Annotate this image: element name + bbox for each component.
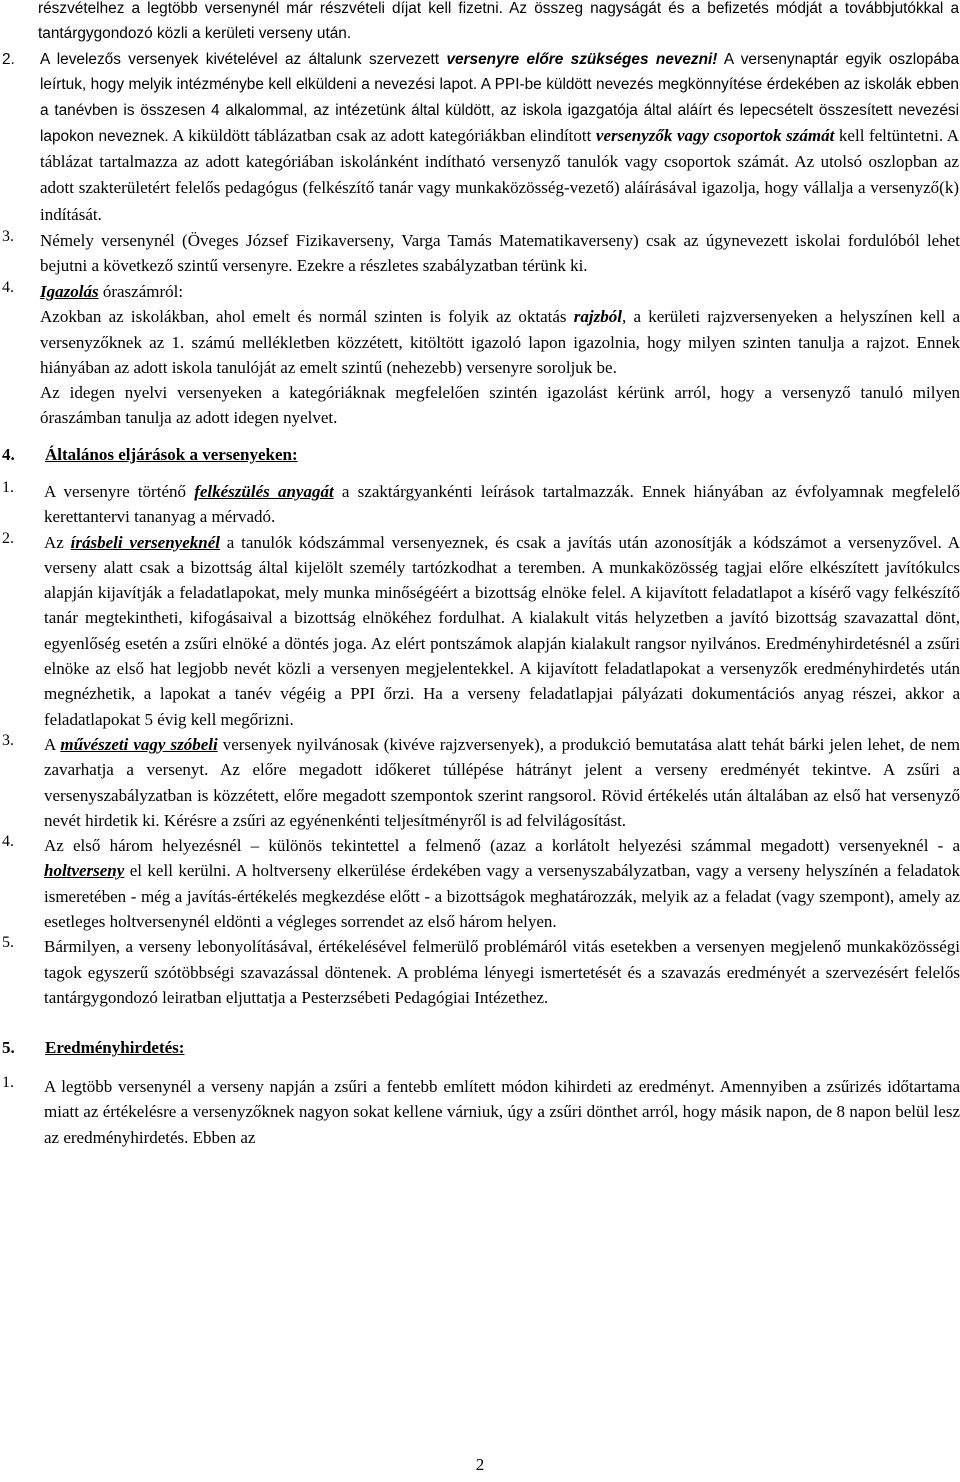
list-item <box>0 530 960 732</box>
section-number: 4. <box>2 445 15 464</box>
item-number: 3. <box>2 731 14 749</box>
item-text <box>44 833 960 934</box>
item-text: A legtöbb versenynél a verseny napján a zsűri a fentebb említett módon kihirdeti az eredményt. Amennyiben a zsűrizés időtartama miatt az értékelésre a versenyzőknek nagyon sokat kellene várniuk, úgy a zsűri dönthet arról, hogy másik napon, de 8 napon belül lesz az eredményhirdetés. Ebben az <box>44 1077 960 1147</box>
emphasis-text: felkészülés anyagát <box>194 482 334 501</box>
item-number: 2. <box>2 51 15 68</box>
section-5-list <box>0 1074 960 1150</box>
list-item <box>0 833 960 934</box>
section-4-heading-row <box>0 445 960 465</box>
section-number: 5. <box>2 1038 15 1057</box>
list-item <box>0 732 960 833</box>
item-text: Némely versenynél (Öveges József Fizikaverseny, Varga Tamás Matematikaverseny) csak az úgynevezett iskolai fordulóból lehet bejutni a következő szintű versenyre. Ezekre a részletes szabályzatban térünk ki. <box>40 231 960 276</box>
intro-text: részvételhez a legtöbb versenynél már részvételi díjat kell fizetni. Az összeg nagyságát és a befizetés módját a továbbjutókkal a tantárgygondozó közli a kerületi verseny után. <box>38 0 959 43</box>
intro-item-3 <box>0 228 960 279</box>
item-number: 1. <box>2 479 14 496</box>
item-text <box>44 530 960 732</box>
item-number: 3. <box>2 228 14 245</box>
section-title: Általános eljárások a versenyeken: <box>45 445 298 464</box>
list-item <box>0 934 960 1010</box>
emphasis-text: versenyre előre szükséges nevezni! <box>446 51 718 68</box>
item-number: 1. <box>2 1074 14 1091</box>
text-run: a tanulók kódszámmal versenyeznek, és csak a javítás után azonosítják a kódszámot a versenyzővel. A verseny alatt csak a bizottság által kijelölt személy tartózkodhat a teremben. A munkaközösség tagjai előre elkészített javítókulcs alapján kijavítják a feladatlapokat, mely munka minőségéért a bizottság elnöke felel. A kijavított feladatlapot a kísérő vagy felkészítő tanár megtekintheti, kifogásaival a bizottság elnökéhez fordulhat. A kialakult vitás helyzetben a javító bizottság szavazattal dönt, egyenlőség esetén a zsűri elnöké a döntés joga. Az elért pontszámok alapján kialakult rangsor nyilvános. Eredményhirdetésnél a zsűri elnöke az első hat legjobb nevét közli a versenyen megjelentekkel. A kijavított feladatlapokat a versenyzők eredményhirdetés után megnézhetik, a lapokat a tanév végéig a PPI őrzi. Ha a verseny feladatlapjai pályázati dokumentációs anyag részei, akkor a feladatlapokat 5 évig kell megőrizni. <box>44 532 960 729</box>
item-number: 5. <box>2 934 14 952</box>
emphasis-text: Igazolás <box>40 282 99 301</box>
text-run: A versenyre történő <box>44 482 195 501</box>
text-run: kell feltüntetni. A táblázat tartalmazza az adott kategóriában iskolánként indítható versenyző tanulók vagy csoportok számát. Az utolsó oszlopban az adott szakterületért felelős pedagógus (felkészítő tanár vagy munkaközösség-vezető) aláírásával igazolja, hogy vállalja a versenyző(k) indítását. <box>40 125 959 224</box>
item-number: 4. <box>2 279 14 296</box>
text-run: a szaktárgyankénti leírások tartalmazzák. Ennek hiányában az évfolyamnak megfelelő kerettantervi tananyag a mérvadó. <box>44 482 960 527</box>
list-item <box>0 1074 960 1150</box>
item-number: 4. <box>2 833 14 851</box>
text-run: Az <box>44 532 71 552</box>
page-number: 2 <box>475 1455 485 1474</box>
text-run: , a kerületi rajzversenyeken a helyszínen kell a versenyzőknek az 1. számú mellékletben közzétett, kitöltött igazoló lapon igazolnia, hogy milyen szinten tanulja a rajzot. Ennek hiányában az adott iskola tanulóját az emelt szintű (nehezebb) versenyre soroljuk be. <box>40 307 960 377</box>
emphasis-text: rajzból <box>573 307 622 327</box>
section-title: Eredményhirdetés: <box>45 1038 185 1057</box>
text-run: Az első három helyezésnél – különös tekintettel a felmenő (azaz a korlátolt helyezési számmal megadott) versenyeknél - a <box>44 836 960 856</box>
text-run: versenyek nyilvánosak (kivéve rajzversenyek), a produkció bemutatása alatt tehát bárki jelen lehet, de nem zavarhatja a versenyt. Az előre megadott időkeret túllépése hátrányt jelent a verseny eredményét tekintve. A zsűri a versenyszabályzatban is közzétett, előre megadott szempontok szerint rangsorol. Rövid értékelés után általában az első hat versenyző nevét hirdetik ki. Kérésre a zsűri az egyénenkénti teljesítményről is ad felvilágosítást. <box>44 734 960 830</box>
emphasis-text: művészeti vagy szóbeli <box>60 734 218 754</box>
item-text <box>40 47 959 228</box>
item-number: 2. <box>2 529 14 547</box>
text-run: A kiküldött táblázatban csak az adott kategóriákban elindított <box>168 125 596 145</box>
text-run: A <box>44 734 61 754</box>
emphasis-text: holtverseny <box>44 861 125 881</box>
emphasis-text: írásbeli versenyeknél <box>70 532 220 552</box>
section-4-list <box>0 479 960 1010</box>
intro-item-4 <box>0 279 960 431</box>
text-run: el kell kerülni. A holtverseny elkerülése érdekében vagy a versenyszabályzatban, vagy a verseny helyszínén a feladatok ismeretében - még a javítás-értékelés megkezdése előtt - a bizottságok meghatározzák, melyik az a feladat (vagy szempont), amely az esetleges holtversenynél eldönti a végleges sorrendet az első három helyen. <box>44 861 960 932</box>
item-text <box>44 732 960 833</box>
section-5-heading-row <box>0 1038 960 1058</box>
text-run: A versenynaptár egyik oszlopába leírtuk, hogy melyik intézménybe kell elküldeni a nevezési lapot. <box>40 51 960 94</box>
item-text <box>40 304 960 380</box>
item-text: Az idegen nyelvi versenyeken a kategóriáknak megfelelően szintén igazolást kérünk arról, hogy a versenyző tanuló milyen óraszámban tanulja az adott idegen nyelvet. <box>40 383 960 428</box>
item-text <box>44 479 960 530</box>
list-item <box>0 479 960 530</box>
text-run: Azokban az iskolákban, ahol emelt és normál szinten is folyik az oktatás <box>40 307 574 327</box>
item-text: Bármilyen, a verseny lebonyolításával, értékelésével felmerülő problémáról vitás esetekben a versenyen megjelenő munkaközösségi tagok egyszerű szótöbbségi szavazással döntenek. A probléma lényegi ismertetését és a szavazás eredményét a szervezésért felelős tantárgygondozó leiratban eljuttatja a Pesterzsébeti Pedagógiai Intézethez. <box>44 937 960 1007</box>
emphasis-text: versenyzők vagy csoportok számát <box>595 125 835 145</box>
intro-paragraph <box>0 0 960 47</box>
text-run: A levelezős versenyek kivételével az általunk szervezett <box>40 51 447 68</box>
text-run: A PPI-be küldött nevezés megkönnyítése érdekében az iskolák ebben a tanévben is összesen 4 alkalommal, az intézetünk által küldött, az iskola igazgatója által aláírt és lepecsételt összesített nevezési lapokon neveznek. <box>40 76 959 145</box>
text-run: óraszámról: <box>98 282 184 301</box>
intro-item-2 <box>0 47 960 228</box>
item-heading <box>40 279 960 304</box>
